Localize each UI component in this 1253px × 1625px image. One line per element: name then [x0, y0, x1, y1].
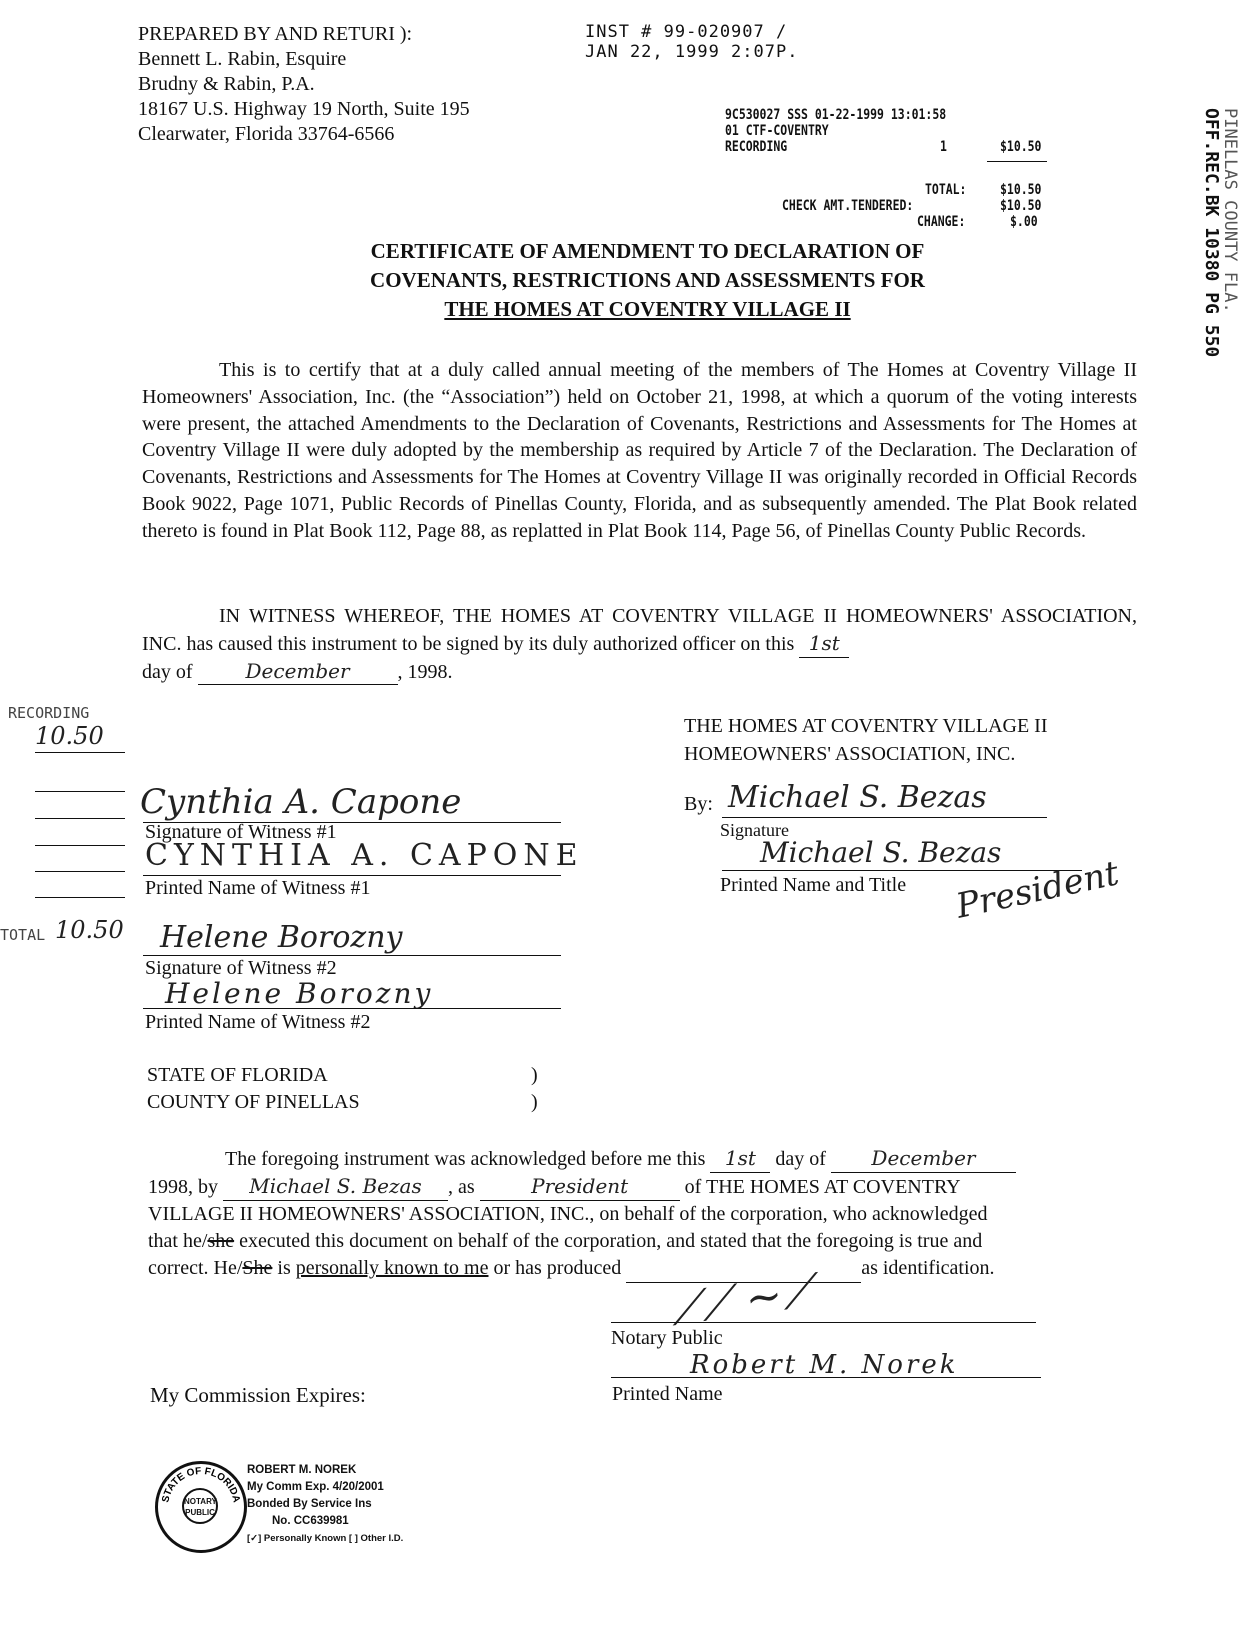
ack-text: VILLAGE II HOMEOWNERS' ASSOCIATION, INC., on behalf of the corporation, who acknowledged — [148, 1203, 988, 1225]
ack-text: of THE HOMES AT COVENTRY — [684, 1176, 961, 1198]
prepared-by-block — [138, 22, 470, 147]
witness-year: , 1998. — [397, 660, 453, 683]
recording-receipt — [725, 107, 1065, 237]
ack-text: is — [272, 1257, 296, 1279]
ack-struck-she: She — [242, 1257, 273, 1279]
document-title-line1: CERTIFICATE OF AMENDMENT TO DECLARATION OF — [370, 239, 925, 263]
venue-county: COUNTY OF PINELLAS — [147, 1091, 360, 1113]
witness2-signature-label: Signature of Witness #2 — [145, 957, 337, 979]
officer-signature: Michael S. Bezas — [728, 780, 987, 815]
ack-text: correct. He/ — [148, 1257, 243, 1279]
witness-dayof: day of — [142, 660, 193, 683]
preparer-address: 18167 U.S. Highway 19 North, Suite 195 — [138, 98, 470, 120]
receipt-total: $10.50 — [1000, 182, 1042, 198]
officer-printed-name: Michael S. Bezas — [760, 836, 1002, 869]
witness1-printed-label: Printed Name of Witness #1 — [145, 877, 371, 899]
ack-text: , as — [448, 1176, 475, 1198]
association-name-line1: THE HOMES AT COVENTRY VILLAGE II — [684, 715, 1048, 737]
preparer-city: Clearwater, Florida 33764-6566 — [138, 123, 395, 145]
receipt-item: RECORDING — [725, 139, 788, 155]
receipt-amount: $10.50 — [1000, 139, 1042, 155]
instrument-number: INST # 99-020907 / — [585, 22, 788, 42]
witness2-printed-label: Printed Name of Witness #2 — [145, 1011, 371, 1033]
county-stamp: PINELLAS COUNTY FLA. — [1220, 108, 1240, 313]
receipt-header: 9C530027 SSS 01-22-1999 13:01:58 — [725, 107, 947, 123]
ack-text: or has produced — [488, 1257, 622, 1279]
venue-state: STATE OF FLORIDA — [147, 1064, 328, 1086]
witness1-signature-label: Signature of Witness #1 — [145, 821, 337, 843]
notary-seal — [155, 1461, 247, 1553]
preparer-name: Bennett L. Rabin, Esquire — [138, 48, 347, 70]
stamp-name: ROBERT M. NOREK — [247, 1464, 357, 1476]
ack-officer-title: President — [480, 1173, 680, 1201]
witness1-printed-name: CYNTHIA A. CAPONE — [145, 838, 584, 873]
witness-clause — [142, 603, 1137, 685]
officer-printed-label: Printed Name and Title — [720, 874, 907, 896]
notary-printed-name: Robert M. Norek — [690, 1350, 959, 1380]
receipt-change-label: CHANGE: — [917, 214, 966, 230]
witness-clause-text: IN WITNESS WHEREOF, THE HOMES AT COVENTRY VILLAGE II HOMEOWNERS' ASSOCIATION, INC. has caused this instrument to be signed by its duly authorized officer on this — [142, 605, 1137, 655]
commission-expires-label: My Commission Expires: — [150, 1383, 366, 1407]
venue-paren: ) — [531, 1064, 538, 1086]
stamp-commission: My Comm Exp. 4/20/2001 — [247, 1481, 384, 1493]
ack-personally-known: personally known to me — [295, 1257, 489, 1279]
margin-recording-amount: 10.50 — [35, 722, 104, 750]
receipt-account: 01 CTF-COVENTRY — [725, 123, 829, 139]
stamp-number: No. CC639981 — [272, 1515, 349, 1527]
document-title-line2: COVENANTS, RESTRICTIONS AND ASSESSMENTS FOR — [370, 268, 925, 292]
ack-day: 1st — [710, 1145, 770, 1173]
ack-officer-name: Michael S. Bezas — [223, 1173, 448, 1201]
notary-printed-label: Printed Name — [612, 1383, 723, 1405]
officer-title: President — [952, 853, 1123, 927]
certification-paragraph: This is to certify that at a duly called annual meeting of the members of The Homes at Coventry Village II Homeowners' Association, Inc. (the “Association”) held on October 21, 1998, at which a quorum of the voting interests were present, the attached Amendments to the Declaration of Covenants, Restrictions and Assessments for The Homes at Coventry Village II were duly adopted by the membership as required by Article 7 of the Declaration. The Declaration of Covenants, Restrictions and Assessments for The Homes at Coventry Village II was originally recorded in Official Records Book 9022, Page 1071, Public Records of Pinellas County, Florida, and as subsequently amended. The Plat Book related thereto is found in Plat Book 112, Page 88, as replatted in Plat Book 114, Page 56, of Pinellas County Public Records. — [142, 359, 1137, 542]
seal-center-text: NOTARY PUBLIC — [182, 1488, 218, 1524]
association-name-line2: HOMEOWNERS' ASSOCIATION, INC. — [684, 743, 1016, 765]
venue-paren: ) — [531, 1091, 538, 1113]
document-title-line3: THE HOMES AT COVENTRY VILLAGE II — [444, 297, 851, 321]
receipt-change: $.00 — [1010, 214, 1038, 230]
acknowledgment-paragraph — [148, 1145, 1016, 1283]
ack-text: as identification. — [861, 1257, 995, 1279]
margin-total-label: TOTAL — [0, 926, 46, 944]
witness-day: 1st — [799, 630, 849, 658]
book-page-stamp: OFF.REC.BK 10380 PG 550 — [1201, 108, 1222, 358]
svg-text:STATE OF FLORIDA: STATE OF FLORIDA — [160, 1465, 242, 1504]
stamp-bonded: Bonded By Service Ins — [247, 1498, 372, 1510]
association-name — [684, 712, 1048, 768]
margin-recording-label: RECORDING — [8, 704, 90, 722]
stamp-id-type: [✓] Personally Known [ ] Other I.D. — [247, 1533, 404, 1544]
notary-stamp-text — [247, 1462, 403, 1547]
prepared-by-heading: PREPARED BY AND RETURI ): — [138, 23, 413, 45]
receipt-tendered-label: CHECK AMT.TENDERED: — [782, 198, 914, 214]
witness2-signature: Helene Borozny — [160, 920, 403, 955]
receipt-qty: 1 — [940, 139, 947, 155]
ack-text: The foregoing instrument was acknowledged before me this — [225, 1148, 706, 1170]
ack-text: executed this document on behalf of the corporation, and stated that the foregoing is true and — [234, 1230, 983, 1252]
margin-total-amount: 10.50 — [55, 916, 124, 944]
notary-signature: ⟋⟋ ~⟋ — [667, 1265, 817, 1336]
preparer-firm: Brudny & Rabin, P.A. — [138, 73, 315, 95]
ack-struck-she: she — [207, 1230, 235, 1252]
officer-signature-label: Signature — [720, 820, 789, 840]
witness-month: December — [198, 658, 398, 686]
witness1-signature: Cynthia A. Capone — [140, 782, 462, 822]
instrument-date: JAN 22, 1999 2:07P. — [585, 42, 799, 62]
notary-public-label: Notary Public — [611, 1327, 723, 1349]
by-label: By: — [684, 793, 713, 815]
receipt-total-label: TOTAL: — [925, 182, 967, 198]
ack-text: that he/ — [148, 1230, 208, 1252]
ack-month: December — [831, 1145, 1016, 1173]
instrument-stamp — [585, 22, 798, 62]
ack-text: 1998, by — [148, 1176, 218, 1198]
witness2-printed-name: Helene Borozny — [165, 977, 434, 1010]
receipt-tendered: $10.50 — [1000, 198, 1042, 214]
ack-text: day of — [775, 1148, 826, 1170]
